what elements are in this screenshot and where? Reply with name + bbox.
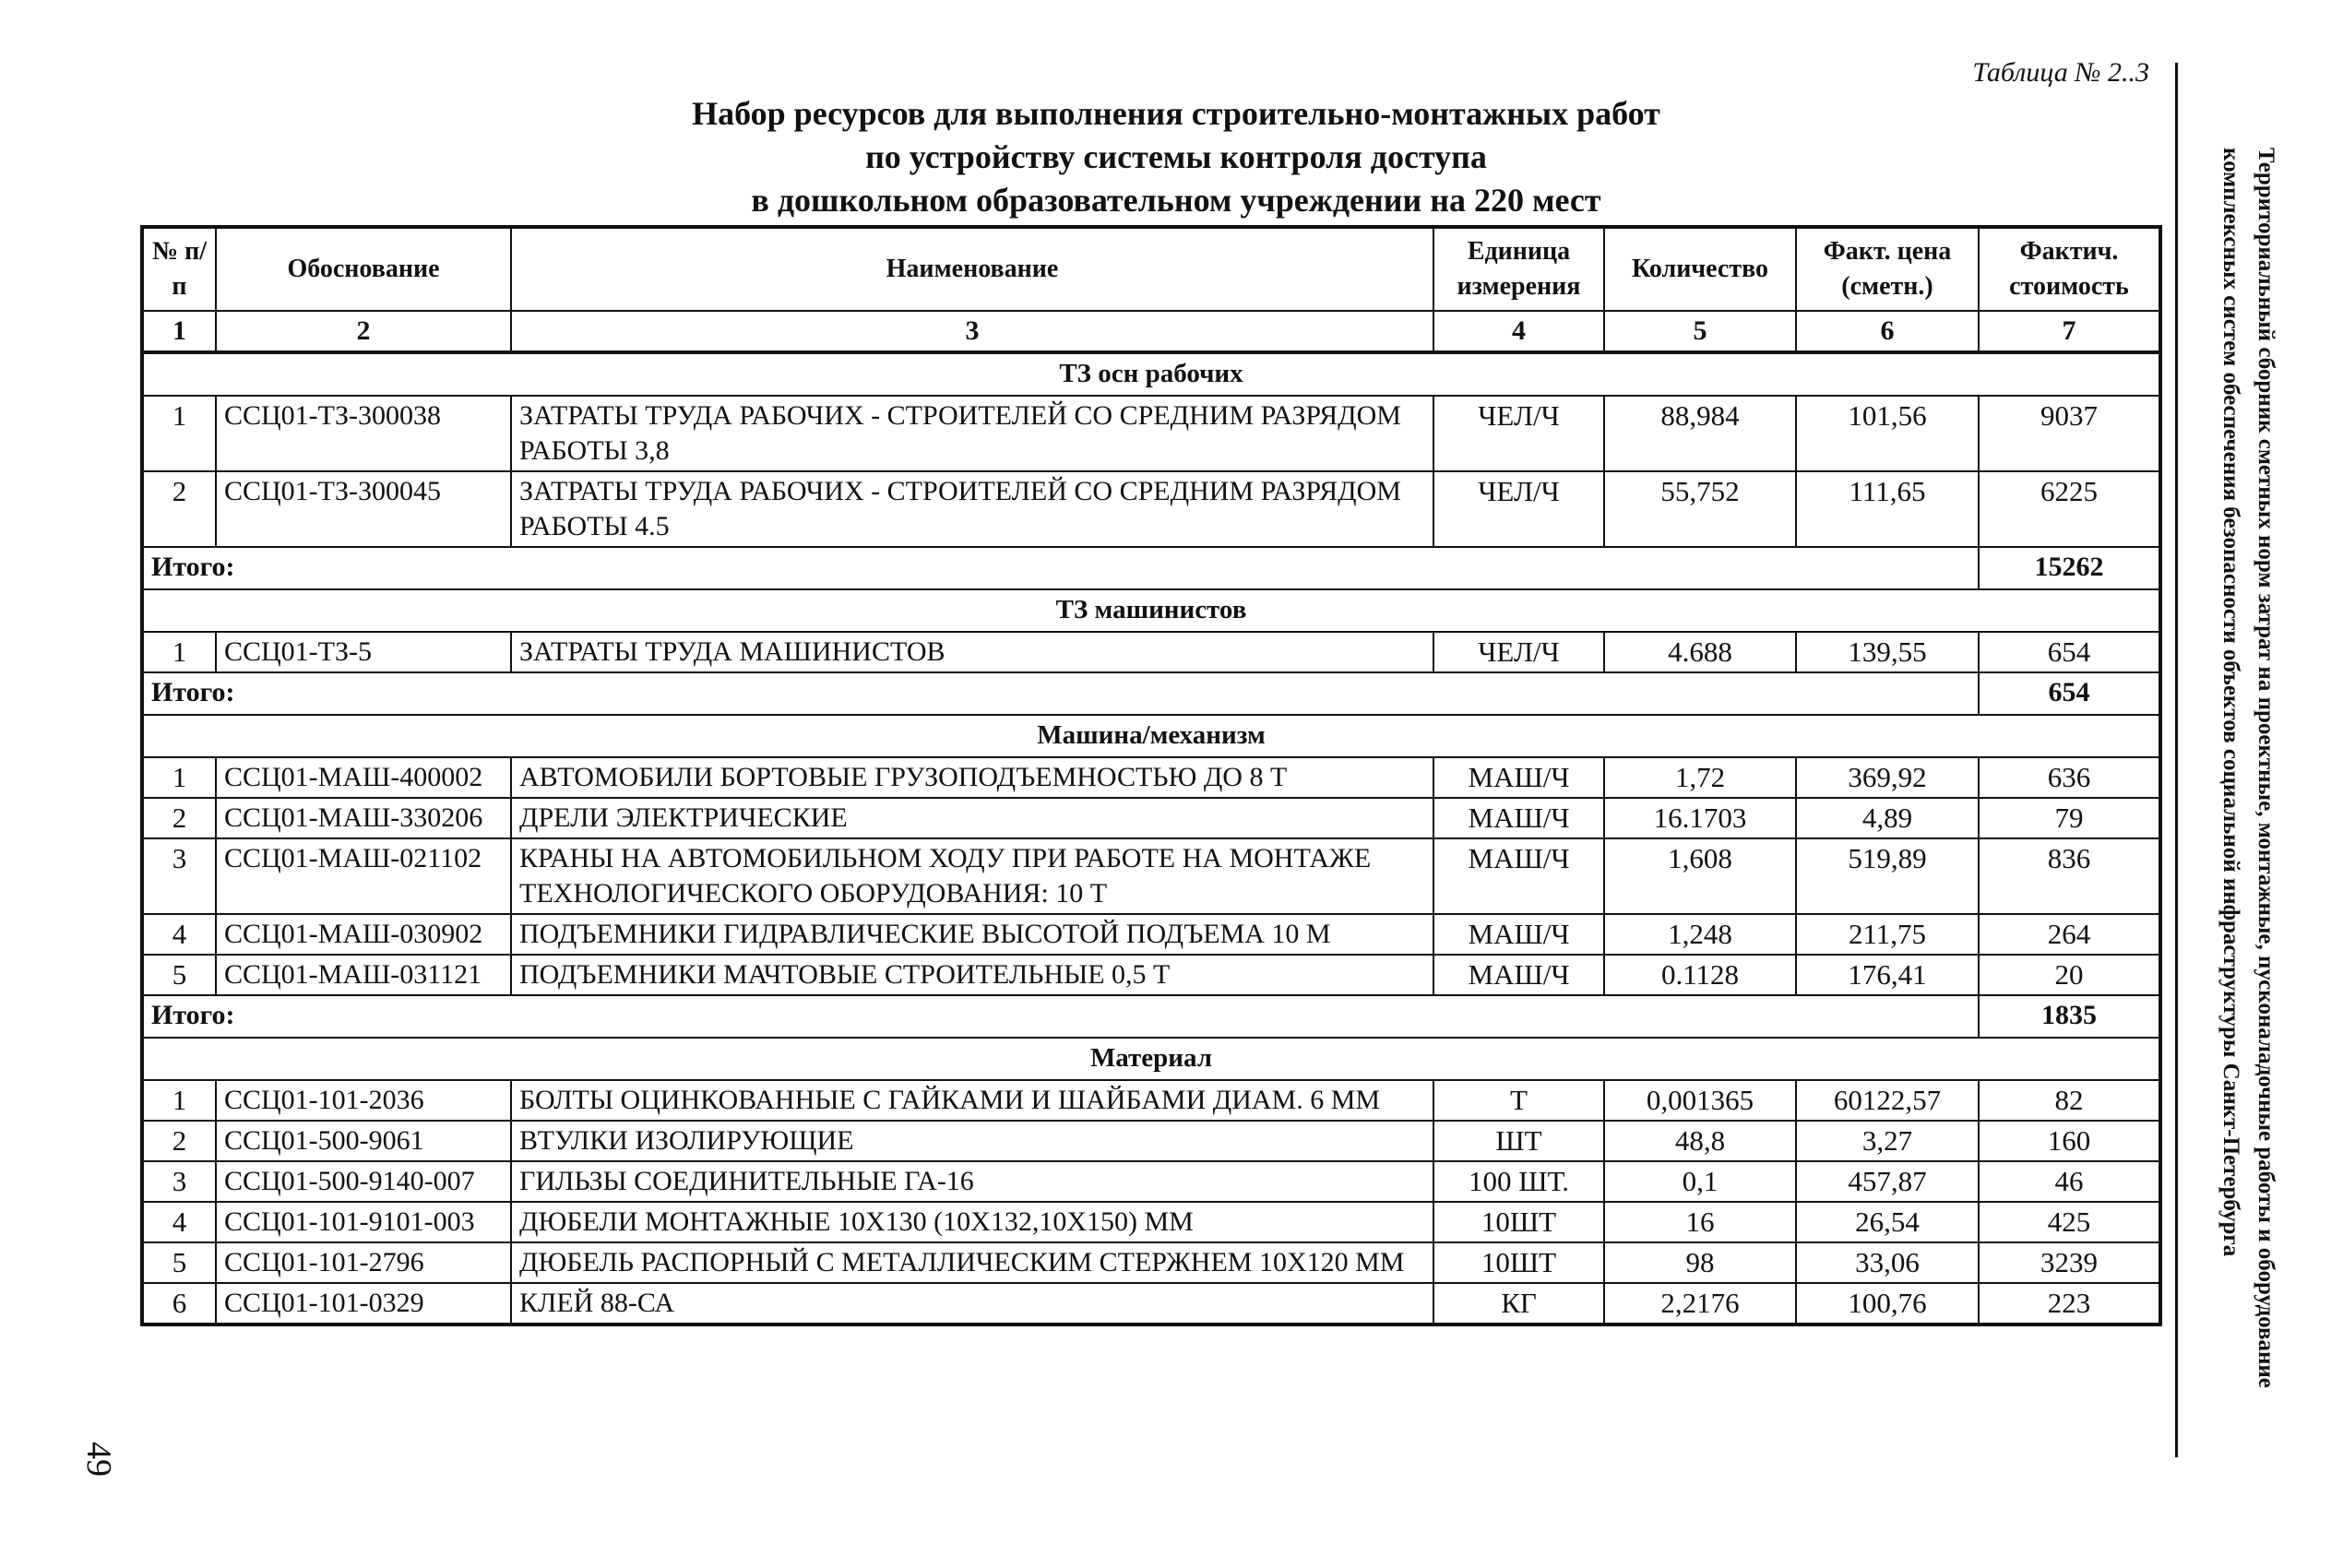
- row-basis-code: ССЦ01-ТЗ-300038: [216, 396, 511, 471]
- row-quantity: 55,752: [1604, 471, 1796, 547]
- row-price: 457,87: [1796, 1161, 1979, 1202]
- row-price: 211,75: [1796, 914, 1979, 955]
- table-row: [142, 471, 2160, 547]
- row-cost: 9037: [1979, 396, 2160, 471]
- total-value: 15262: [1979, 547, 2160, 589]
- row-cost: 223: [1979, 1283, 2160, 1324]
- row-price: 139,55: [1796, 632, 1979, 672]
- row-cost: 425: [1979, 1202, 2160, 1242]
- row-basis-code: ССЦ01-500-9140-007: [216, 1161, 511, 1202]
- row-unit: 10ШТ: [1433, 1242, 1604, 1283]
- table-number-label: Таблица № 2..3: [1972, 57, 2149, 88]
- row-name: ПОДЪЕМНИКИ ГИДРАВЛИЧЕСКИЕ ВЫСОТОЙ ПОДЪЕМА 10 М: [511, 914, 1433, 955]
- row-cost: 82: [1979, 1080, 2160, 1121]
- row-name: АВТОМОБИЛИ БОРТОВЫЕ ГРУЗОПОДЪЕМНОСТЬЮ ДО 8 Т: [511, 757, 1433, 798]
- row-basis-code: ССЦ01-101-2796: [216, 1242, 511, 1283]
- header-name: Наименование: [511, 227, 1433, 311]
- row-unit: 10ШТ: [1433, 1202, 1604, 1242]
- table-row: [142, 838, 2160, 914]
- row-cost: 836: [1979, 838, 2160, 914]
- title-line-3: в дошкольном образовательном учреждении на 220 мест: [751, 182, 1601, 219]
- row-name: ГИЛЬЗЫ СОЕДИНИТЕЛЬНЫЕ ГА-16: [511, 1161, 1433, 1202]
- row-basis-code: ССЦ01-101-9101-003: [216, 1202, 511, 1242]
- row-number: 6: [142, 1283, 216, 1324]
- table-row: [142, 1121, 2160, 1161]
- section-header-row: [142, 352, 2160, 396]
- side-text-line-1: Территориальный сборник сметных норм затрат на проектные, монтажные, пусконаладочные работы и оборудование: [2254, 148, 2278, 1388]
- table-body: [142, 352, 2160, 1324]
- row-price: 26,54: [1796, 1202, 1979, 1242]
- column-number: 6: [1796, 311, 1979, 352]
- row-quantity: 2,2176: [1604, 1283, 1796, 1324]
- row-number: 5: [142, 1242, 216, 1283]
- row-cost: 3239: [1979, 1242, 2160, 1283]
- header-price: Факт. цена (сметн.): [1796, 227, 1979, 311]
- row-price: 176,41: [1796, 955, 1979, 995]
- section-title: ТЗ машинистов: [142, 589, 2160, 632]
- row-basis-code: ССЦ01-101-0329: [216, 1283, 511, 1324]
- row-unit: МАШ/Ч: [1433, 757, 1604, 798]
- row-name: ДЮБЕЛЬ РАСПОРНЫЙ С МЕТАЛЛИЧЕСКИМ СТЕРЖНЕМ 10Х120 ММ: [511, 1242, 1433, 1283]
- row-price: 60122,57: [1796, 1080, 1979, 1121]
- table-row: [142, 632, 2160, 672]
- row-number: 4: [142, 1202, 216, 1242]
- title-line-1: Набор ресурсов для выполнения строительно-монтажных работ: [692, 95, 1660, 132]
- row-name: ЗАТРАТЫ ТРУДА МАШИНИСТОВ: [511, 632, 1433, 672]
- row-price: 111,65: [1796, 471, 1979, 547]
- table-row: [142, 1242, 2160, 1283]
- total-row: [142, 995, 2160, 1038]
- section-header-row: [142, 589, 2160, 632]
- column-number: 2: [216, 311, 511, 352]
- row-number: 3: [142, 838, 216, 914]
- row-cost: 160: [1979, 1121, 2160, 1161]
- row-price: 369,92: [1796, 757, 1979, 798]
- table-row: [142, 1080, 2160, 1121]
- row-price: 519,89: [1796, 838, 1979, 914]
- table-row: [142, 757, 2160, 798]
- row-unit: ЧЕЛ/Ч: [1433, 396, 1604, 471]
- margin-rule: [2175, 63, 2178, 1457]
- total-value: 654: [1979, 672, 2160, 715]
- row-quantity: 1,72: [1604, 757, 1796, 798]
- section-header-row: [142, 715, 2160, 757]
- row-name: ЗАТРАТЫ ТРУДА РАБОЧИХ - СТРОИТЕЛЕЙ СО СРЕДНИМ РАЗРЯДОМ РАБОТЫ 4.5: [511, 471, 1433, 547]
- row-number: 2: [142, 1121, 216, 1161]
- total-row: [142, 547, 2160, 589]
- page-number: 49: [79, 1442, 118, 1477]
- row-number: 1: [142, 396, 216, 471]
- row-number: 2: [142, 798, 216, 838]
- document-title: [415, 92, 1937, 222]
- row-unit: ШТ: [1433, 1121, 1604, 1161]
- row-name: ВТУЛКИ ИЗОЛИРУЮЩИЕ: [511, 1121, 1433, 1161]
- row-quantity: 88,984: [1604, 396, 1796, 471]
- column-number: 3: [511, 311, 1433, 352]
- row-number: 1: [142, 632, 216, 672]
- row-basis-code: ССЦ01-500-9061: [216, 1121, 511, 1161]
- resource-table: [140, 225, 2162, 1326]
- row-quantity: 16.1703: [1604, 798, 1796, 838]
- row-price: 4,89: [1796, 798, 1979, 838]
- row-cost: 6225: [1979, 471, 2160, 547]
- row-name: ПОДЪЕМНИКИ МАЧТОВЫЕ СТРОИТЕЛЬНЫЕ 0,5 Т: [511, 955, 1433, 995]
- row-unit: КГ: [1433, 1283, 1604, 1324]
- table-row: [142, 1161, 2160, 1202]
- row-quantity: 98: [1604, 1242, 1796, 1283]
- row-price: 101,56: [1796, 396, 1979, 471]
- side-running-header: [2191, 148, 2283, 1457]
- row-quantity: 48,8: [1604, 1121, 1796, 1161]
- row-basis-code: ССЦ01-МАШ-330206: [216, 798, 511, 838]
- row-name: ЗАТРАТЫ ТРУДА РАБОЧИХ - СТРОИТЕЛЕЙ СО СРЕДНИМ РАЗРЯДОМ РАБОТЫ 3,8: [511, 396, 1433, 471]
- column-number-row: [142, 311, 2160, 352]
- header-qty: Количество: [1604, 227, 1796, 311]
- row-cost: 79: [1979, 798, 2160, 838]
- table-row: [142, 1202, 2160, 1242]
- row-quantity: 0,001365: [1604, 1080, 1796, 1121]
- table-header-row: [142, 227, 2160, 311]
- row-name: ДЮБЕЛИ МОНТАЖНЫЕ 10Х130 (10Х132,10Х150) ММ: [511, 1202, 1433, 1242]
- row-number: 1: [142, 1080, 216, 1121]
- header-num: № п/п: [142, 227, 216, 311]
- column-number: 7: [1979, 311, 2160, 352]
- column-number: 4: [1433, 311, 1604, 352]
- row-basis-code: ССЦ01-МАШ-400002: [216, 757, 511, 798]
- table-row: [142, 396, 2160, 471]
- row-name: БОЛТЫ ОЦИНКОВАННЫЕ С ГАЙКАМИ И ШАЙБАМИ ДИАМ. 6 ММ: [511, 1080, 1433, 1121]
- section-title: Материал: [142, 1038, 2160, 1080]
- row-cost: 654: [1979, 632, 2160, 672]
- column-number: 5: [1604, 311, 1796, 352]
- row-quantity: 4.688: [1604, 632, 1796, 672]
- table-row: [142, 914, 2160, 955]
- total-row: [142, 672, 2160, 715]
- row-basis-code: ССЦ01-101-2036: [216, 1080, 511, 1121]
- row-price: 33,06: [1796, 1242, 1979, 1283]
- row-unit: МАШ/Ч: [1433, 955, 1604, 995]
- section-title: Машина/механизм: [142, 715, 2160, 757]
- table-row: [142, 1283, 2160, 1324]
- row-cost: 264: [1979, 914, 2160, 955]
- row-quantity: 0.1128: [1604, 955, 1796, 995]
- row-quantity: 16: [1604, 1202, 1796, 1242]
- section-header-row: [142, 1038, 2160, 1080]
- total-value: 1835: [1979, 995, 2160, 1038]
- total-label: Итого:: [142, 547, 1979, 589]
- total-label: Итого:: [142, 672, 1979, 715]
- column-number: 1: [142, 311, 216, 352]
- row-price: 100,76: [1796, 1283, 1979, 1324]
- row-cost: 46: [1979, 1161, 2160, 1202]
- row-name: КРАНЫ НА АВТОМОБИЛЬНОМ ХОДУ ПРИ РАБОТЕ НА МОНТАЖЕ ТЕХНОЛОГИЧЕСКОГО ОБОРУДОВАНИЯ: 10 Т: [511, 838, 1433, 914]
- row-basis-code: ССЦ01-МАШ-030902: [216, 914, 511, 955]
- row-number: 3: [142, 1161, 216, 1202]
- row-cost: 636: [1979, 757, 2160, 798]
- row-cost: 20: [1979, 955, 2160, 995]
- row-unit: МАШ/Ч: [1433, 798, 1604, 838]
- row-number: 4: [142, 914, 216, 955]
- table-row: [142, 798, 2160, 838]
- row-number: 2: [142, 471, 216, 547]
- row-name: ДРЕЛИ ЭЛЕКТРИЧЕСКИЕ: [511, 798, 1433, 838]
- row-unit: МАШ/Ч: [1433, 914, 1604, 955]
- title-line-2: по устройству системы контроля доступа: [865, 138, 1487, 175]
- header-unit: Единица измерения: [1433, 227, 1604, 311]
- row-unit: Т: [1433, 1080, 1604, 1121]
- header-basis: Обоснование: [216, 227, 511, 311]
- row-number: 5: [142, 955, 216, 995]
- row-number: 1: [142, 757, 216, 798]
- row-quantity: 1,248: [1604, 914, 1796, 955]
- header-cost: Фактич. стоимость: [1979, 227, 2160, 311]
- row-basis-code: ССЦ01-ТЗ-5: [216, 632, 511, 672]
- total-label: Итого:: [142, 995, 1979, 1038]
- row-name: КЛЕЙ 88-СА: [511, 1283, 1433, 1324]
- row-quantity: 0,1: [1604, 1161, 1796, 1202]
- section-title: ТЗ осн рабочих: [142, 352, 2160, 396]
- row-unit: ЧЕЛ/Ч: [1433, 632, 1604, 672]
- row-basis-code: ССЦ01-МАШ-021102: [216, 838, 511, 914]
- row-unit: 100 ШТ.: [1433, 1161, 1604, 1202]
- table-row: [142, 955, 2160, 995]
- row-price: 3,27: [1796, 1121, 1979, 1161]
- row-unit: МАШ/Ч: [1433, 838, 1604, 914]
- row-unit: ЧЕЛ/Ч: [1433, 471, 1604, 547]
- row-basis-code: ССЦ01-ТЗ-300045: [216, 471, 511, 547]
- row-quantity: 1,608: [1604, 838, 1796, 914]
- side-text-line-2: комплексных систем обеспечения безопасности объектов социальной инфраструктуры Санкт-Петербурга: [2218, 148, 2243, 1257]
- row-basis-code: ССЦ01-МАШ-031121: [216, 955, 511, 995]
